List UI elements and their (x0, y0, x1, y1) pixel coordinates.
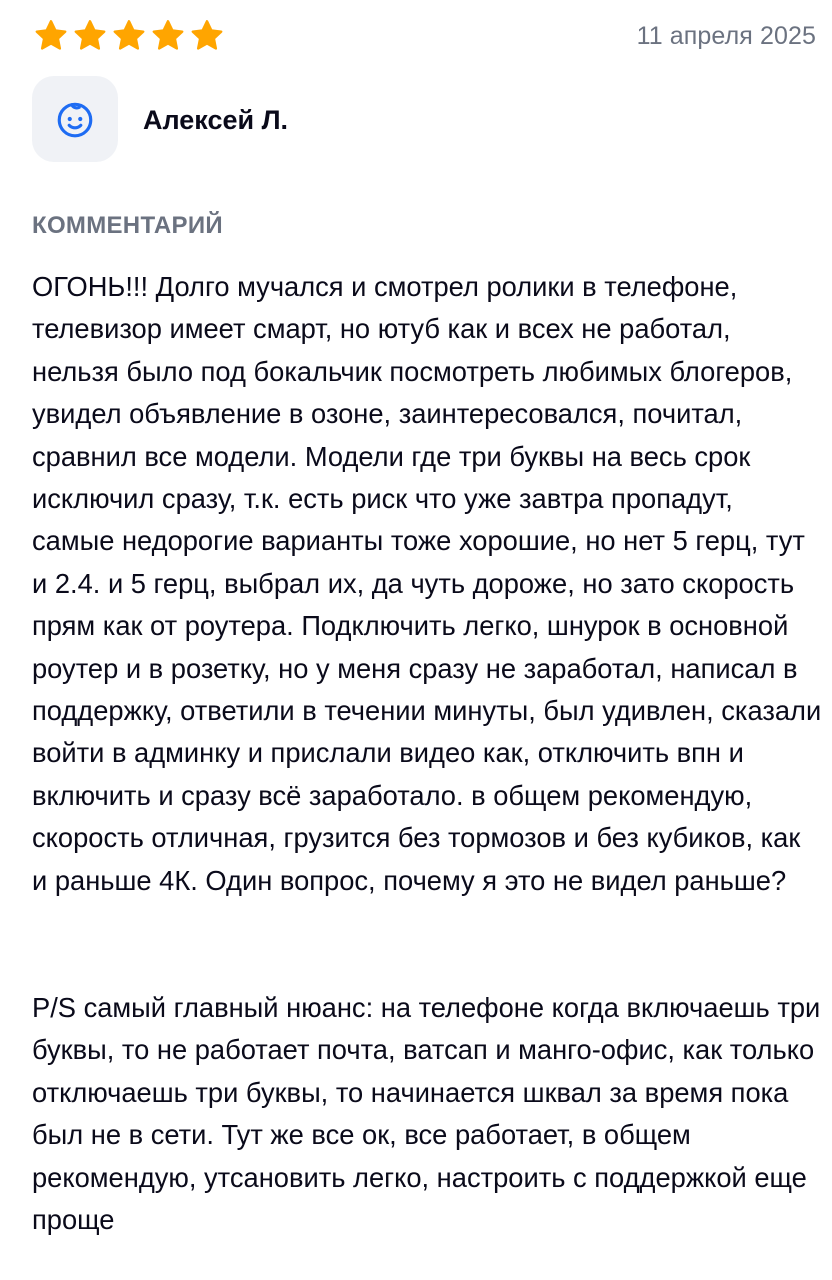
comment-paragraph: ОГОНЬ!!! Долго мучался и смотрел ролики в телефоне, телевизор имеет смарт, но ютуб как и всех не работал, нельзя было под бокальчик посмотреть любимых блогеров, увидел объявление в озоне, заинтересовался, почитал, сравнил все модели. Модели где три буквы на весь срок исключил сразу, т.к. есть риск что уже завтра пропадут, самые недорогие варианты тоже хорошие, но нет 5 герц, тут и 2.4. и 5 герц, выбрал их, да чуть дороже, но зато скорость прям как от роутера. Подключить легко, шнурок в основной роутер и в розетку, но у меня сразу не заработал, написал в поддержку, ответили в течении минуты, был удивлен, сказали войти в админку и прислали видео как, отключить впн и включить и сразу всё заработало. в общем рекомендую, скорость отличная, грузится без тормозов и без кубиков, как и раньше 4К. Один вопрос, почему я это не видел раньше? (32, 271, 822, 896)
star-icon (32, 18, 70, 54)
rating-stars (32, 18, 226, 54)
star-icon (110, 18, 148, 54)
comment-paragraph-ps: P/S самый главный нюанс: на телефоне когда включаешь три буквы, то не работает почта, ватсап и манго-офис, как только отключаешь три буквы, то начинается шквал за время пока был не в сети. Тут же все ок, все работает, в общем рекомендую, утсановить легко, настроить с поддержкой еще проще (32, 991, 821, 1235)
review-date: 11 апреля 2025 (636, 22, 816, 50)
star-icon (188, 18, 226, 54)
star-icon (149, 18, 187, 54)
comment-label: КОММЕНТАРИЙ (32, 212, 223, 239)
author-name: Алексей Л. (143, 105, 289, 135)
smiley-face-icon (54, 98, 96, 140)
star-icon (71, 18, 109, 54)
review-comment (32, 266, 822, 1241)
avatar (32, 76, 118, 162)
